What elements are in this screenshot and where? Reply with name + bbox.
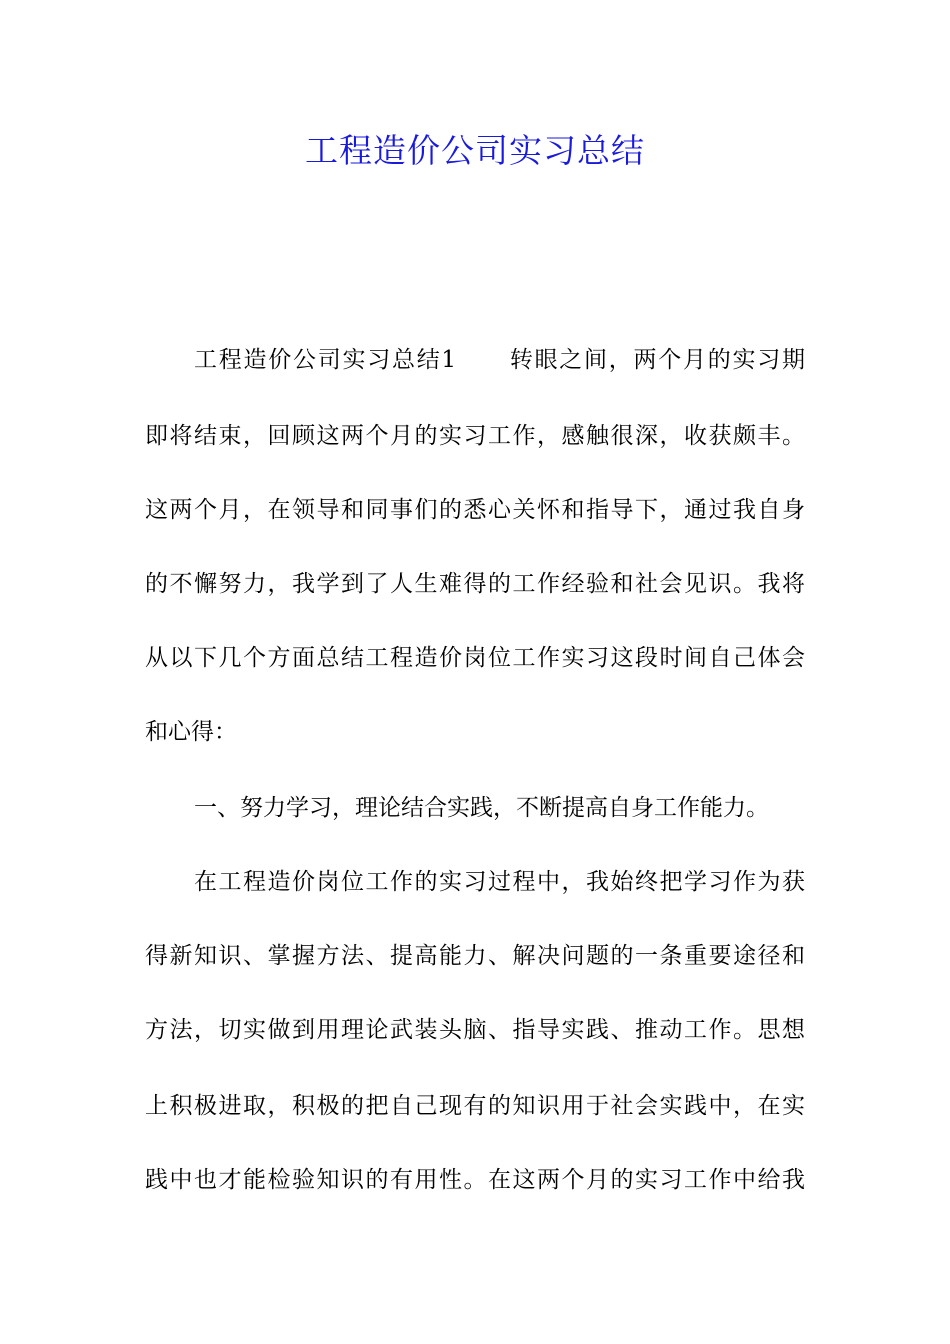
paragraph-1-line-2: 即将结束，回顾这两个月的实习工作，感触很深，收获颇丰。 bbox=[145, 423, 805, 449]
paragraph-1-line-5: 从以下几个方面总结工程造价岗位工作实习这段时间自己体会 bbox=[145, 645, 805, 671]
paragraph-2-line-4: 上积极进取，积极的把自己现有的知识用于社会实践中，在实 bbox=[145, 1093, 805, 1119]
section-1-heading: 一、努力学习，理论结合实践，不断提高自身工作能力。 bbox=[194, 795, 769, 821]
paragraph-1-heading: 工程造价公司实习总结1 bbox=[194, 347, 457, 373]
paragraph-1-line-4: 的不懈努力，我学到了人生难得的工作经验和社会见识。我将 bbox=[145, 571, 805, 597]
paragraph-1-line-3: 这两个月，在领导和同事们的悉心关怀和指导下，通过我自身 bbox=[145, 497, 805, 523]
paragraph-2-line-2: 得新知识、掌握方法、提高能力、解决问题的一条重要途径和 bbox=[145, 943, 805, 969]
paragraph-2-line-3: 方法，切实做到用理论武装头脑、指导实践、推动工作。思想 bbox=[145, 1017, 805, 1043]
paragraph-2-line-1: 在工程造价岗位工作的实习过程中，我始终把学习作为获 bbox=[194, 869, 805, 895]
paragraph-1-line-1-text: 转眼之间，两个月的实习期 bbox=[508, 347, 806, 373]
paragraph-1-line-6: 和心得： bbox=[145, 719, 237, 745]
document-title: 工程造价公司实习总结 bbox=[305, 131, 645, 170]
paragraph-1-line-1 bbox=[194, 340, 805, 380]
paragraph-2-line-5: 践中也才能检验知识的有用性。在这两个月的实习工作中给我 bbox=[145, 1167, 805, 1193]
